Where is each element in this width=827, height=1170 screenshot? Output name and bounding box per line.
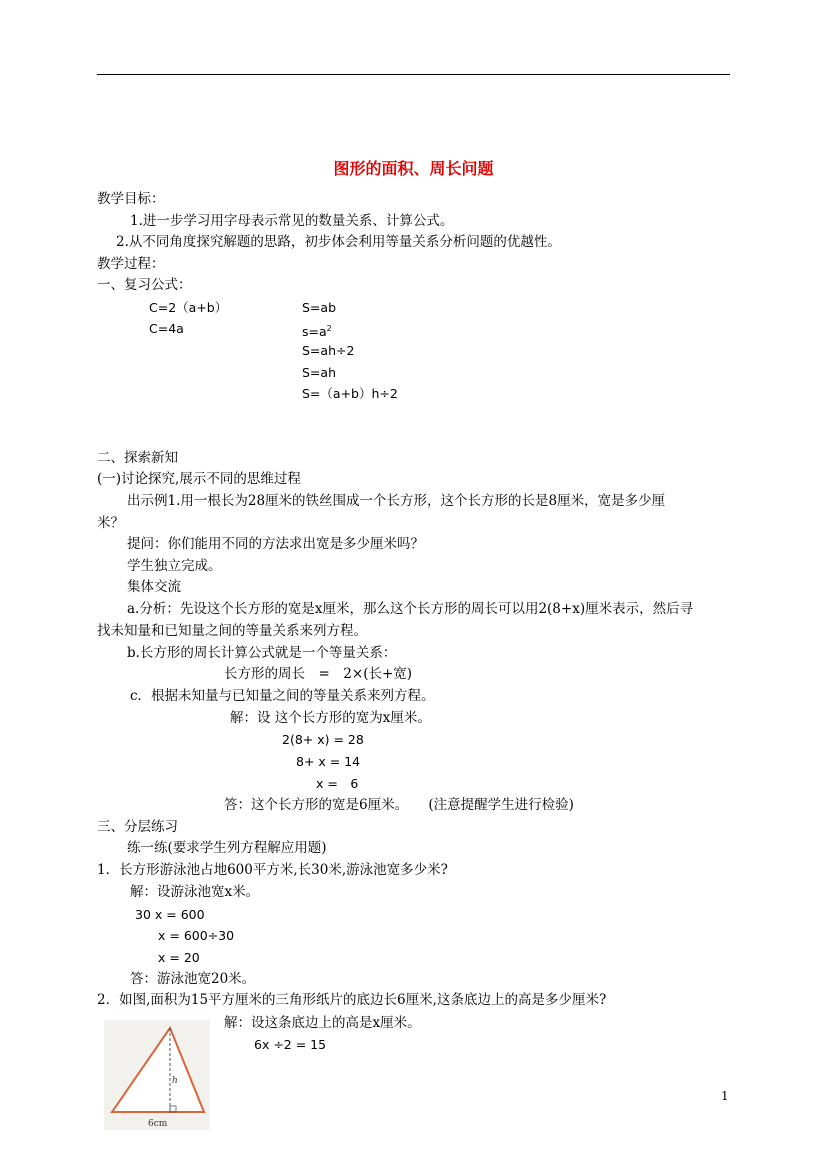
answer-1: 答：这个长方形的宽是6厘米。 (注意提醒学生进行检验) [224,797,574,813]
perimeter-equation: 长方形的周长 = 2×(长+宽) [224,666,413,682]
goal-1: 1.进一步学习用字母表示常见的数量关系、计算公式。 [130,213,454,229]
goal-2: 2.从不同角度探究解题的思路，初步体会利用等量关系分析问题的优越性。 [116,234,561,250]
formula-c1: C=2（a+b） [149,300,228,315]
b-line: b.长方形的周长计算公式就是一个等量关系： [127,645,397,661]
example-line-1: 出示例1.用一根长为28厘米的铁丝围成一个长方形，这个长方形的长是8厘米，宽是多少厘 [127,493,666,509]
collective-text: 集体交流 [127,579,181,595]
practice-2-question: 2．如图,面积为15平方厘米的三角形纸片的底边长6厘米,这条底边上的高是多少厘米? [97,992,607,1008]
practice-heading: 三、分层练习 [97,819,178,835]
base-label: 6cm [148,1119,168,1129]
solve-let: 解：设 这个长方形的宽为x厘米。 [230,710,431,726]
process-heading: 教学过程： [97,256,165,272]
example-line-2: 米？ [97,515,124,531]
formula-s2-base: s=a [302,324,327,340]
review-heading: 一、复习公式： [97,277,192,293]
question-text: 提问：你们能用不同的方法求出宽是多少厘米吗？ [127,536,424,552]
equation-1: 2(8+ x) = 28 [282,732,364,747]
formula-s3: S=ah÷2 [302,343,355,358]
header-rule [97,74,730,75]
formula-c2: C=4a [149,321,184,336]
c-line: c．根据未知量与已知量之间的等量关系来列方程。 [130,688,435,704]
formula-s4: S=ah [302,365,336,380]
practice-1-eq-3: x = 20 [158,950,200,965]
practice-1-question: 1．长方形游泳池占地600平方米,长30米,游泳池宽多少米? [97,862,448,878]
analysis-line-1: a.分析：先设这个长方形的宽是x厘米，那么这个长方形的周长可以用2(8+x)厘米表示，然后寻 [127,601,694,617]
discuss-heading: (一)讨论探究,展示不同的思维过程 [97,471,301,487]
practice-1-answer: 答：游泳池宽20米。 [130,971,256,987]
page-number: 1 [721,1089,729,1103]
page-title: 图形的面积、周长问题 [333,159,494,178]
equation-2: 8+ x = 14 [296,754,361,769]
formula-s5: S=（a+b）h÷2 [302,386,398,401]
independent-text: 学生独立完成。 [127,558,222,574]
explore-heading: 二、探索新知 [97,450,178,466]
formula-s2 [302,320,332,341]
practice-1-eq-2: x = 600÷30 [158,928,235,943]
practice-1-let: 解：设游泳池宽x米。 [130,884,260,900]
analysis-line-2: 找未知量和已知量之间的等量关系来列方程。 [97,623,367,639]
practice-1-eq-1: 30 x = 600 [135,907,205,922]
formula-s2-exponent: 2 [326,324,332,333]
practice-2-eq-1: 6x ÷2 = 15 [254,1037,327,1052]
practice-2-let: 解：设这条底边上的高是x厘米。 [224,1015,421,1031]
triangle-figure [104,1020,210,1130]
practice-subheading: 练一练(要求学生列方程解应用题) [127,840,327,856]
equation-3: x = 6 [316,776,359,791]
goals-heading: 教学目标： [97,191,165,207]
formula-s1: S=ab [302,300,337,315]
height-label: h [172,1076,178,1086]
